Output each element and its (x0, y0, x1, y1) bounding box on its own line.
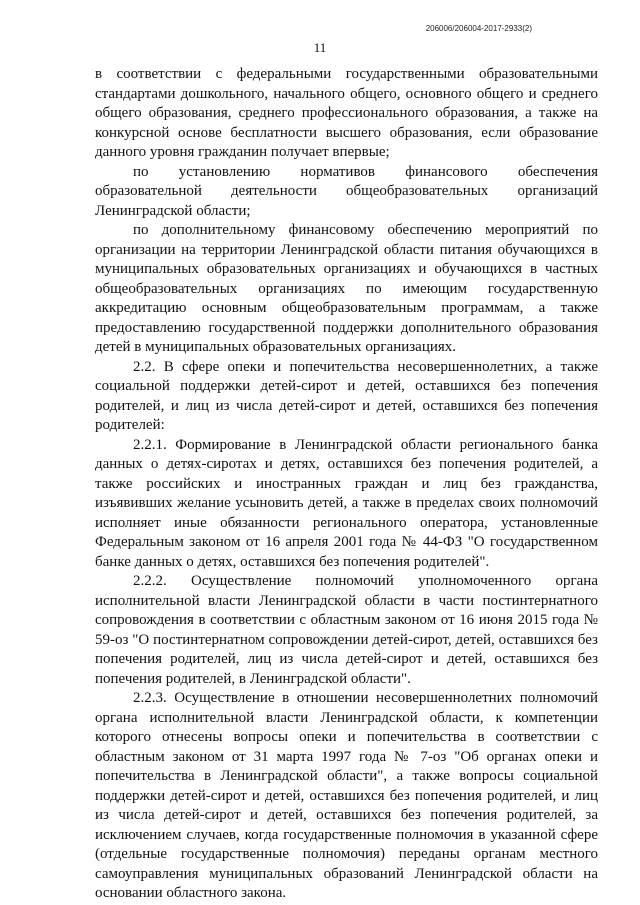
paragraph-2: по установлению нормативов финансового обеспечения образовательной деятельности общеобразовательных организаций Ленинградской области; (95, 163, 598, 219)
document-body (95, 65, 598, 904)
paragraph-7: 2.2.3. Осуществление в отношении несовершеннолетних полномочий органа исполнительной власти Ленинградской области, к компетенции которого отнесены вопросы опеки и попечительства в соответствии с областным законом от 31 марта 1997 года № 7-оз "Об органах опеки и попечительства в Ленинградской области", а также вопросы социальной поддержки детей-сирот и детей, оставшихся без попечения родителей, и лиц из числа детей-сирот и детей, оставшихся без попечения родителей, за исключением случаев, когда государственные полномочия в указанной сфере (отдельные государственные полномочия) переданы органам местного самоуправления муниципальных образований Ленинградской области на основании областного закона. (95, 690, 598, 901)
document-id: 206006/206004-2017-2933(2) (425, 24, 532, 33)
paragraph-5: 2.2.1. Формирование в Ленинградской области регионального банка данных о детях-сиротах и детях, оставшихся без попечения родителей, а также российских и иностранных граждан и лиц без гражданства, изъявивших желание усыновить детей, а также в пределах своих полномочий исполняет иные обязанности регионального оператора, установленные Федеральным законом от 16 апреля 2001 года № 44-ФЗ "О государственном банке данных о детях, оставшихся без попечения родителей". (95, 436, 598, 570)
paragraph-1: в соответствии с федеральными государственными образовательными стандартами дошкольного, начального общего, основного общего и среднего общего образования, среднего профессионального образования, а также на конкурсной основе бесплатности высшего образования, если образование данного уровня гражданин получает впервые; (95, 66, 598, 160)
page-number: 11 (313, 40, 327, 55)
paragraph-4: 2.2. В сфере опеки и попечительства несовершеннолетних, а также социальной поддержки детей-сирот и детей, оставшихся без попечения родителей, и лиц из числа детей-сирот и детей, оставшихся без попечения родителей: (95, 358, 598, 433)
paragraph-3: по дополнительному финансовому обеспечению мероприятий по организации на территории Ленинградской области питания обучающихся в муниципальных образовательных организациях и обучающихся в частных общеобразовательных организациях по имеющим государственную аккредитацию основным общеобразовательным программам, а также предоставлению государственной поддержки дополнительного образования детей в муниципальных образовательных организациях. (95, 222, 598, 355)
paragraph-6: 2.2.2. Осуществление полномочий уполномоченного органа исполнительной власти Ленинградской области в части постинтернатного сопровождения в соответствии с областным законом от 16 июня 2015 года № 59-оз "О постинтернатном сопровождении детей-сирот, детей, оставшихся без попечения родителей, лиц из числа детей-сирот и детей, оставшихся без попечения родителей, в Ленинградской области". (95, 573, 598, 687)
